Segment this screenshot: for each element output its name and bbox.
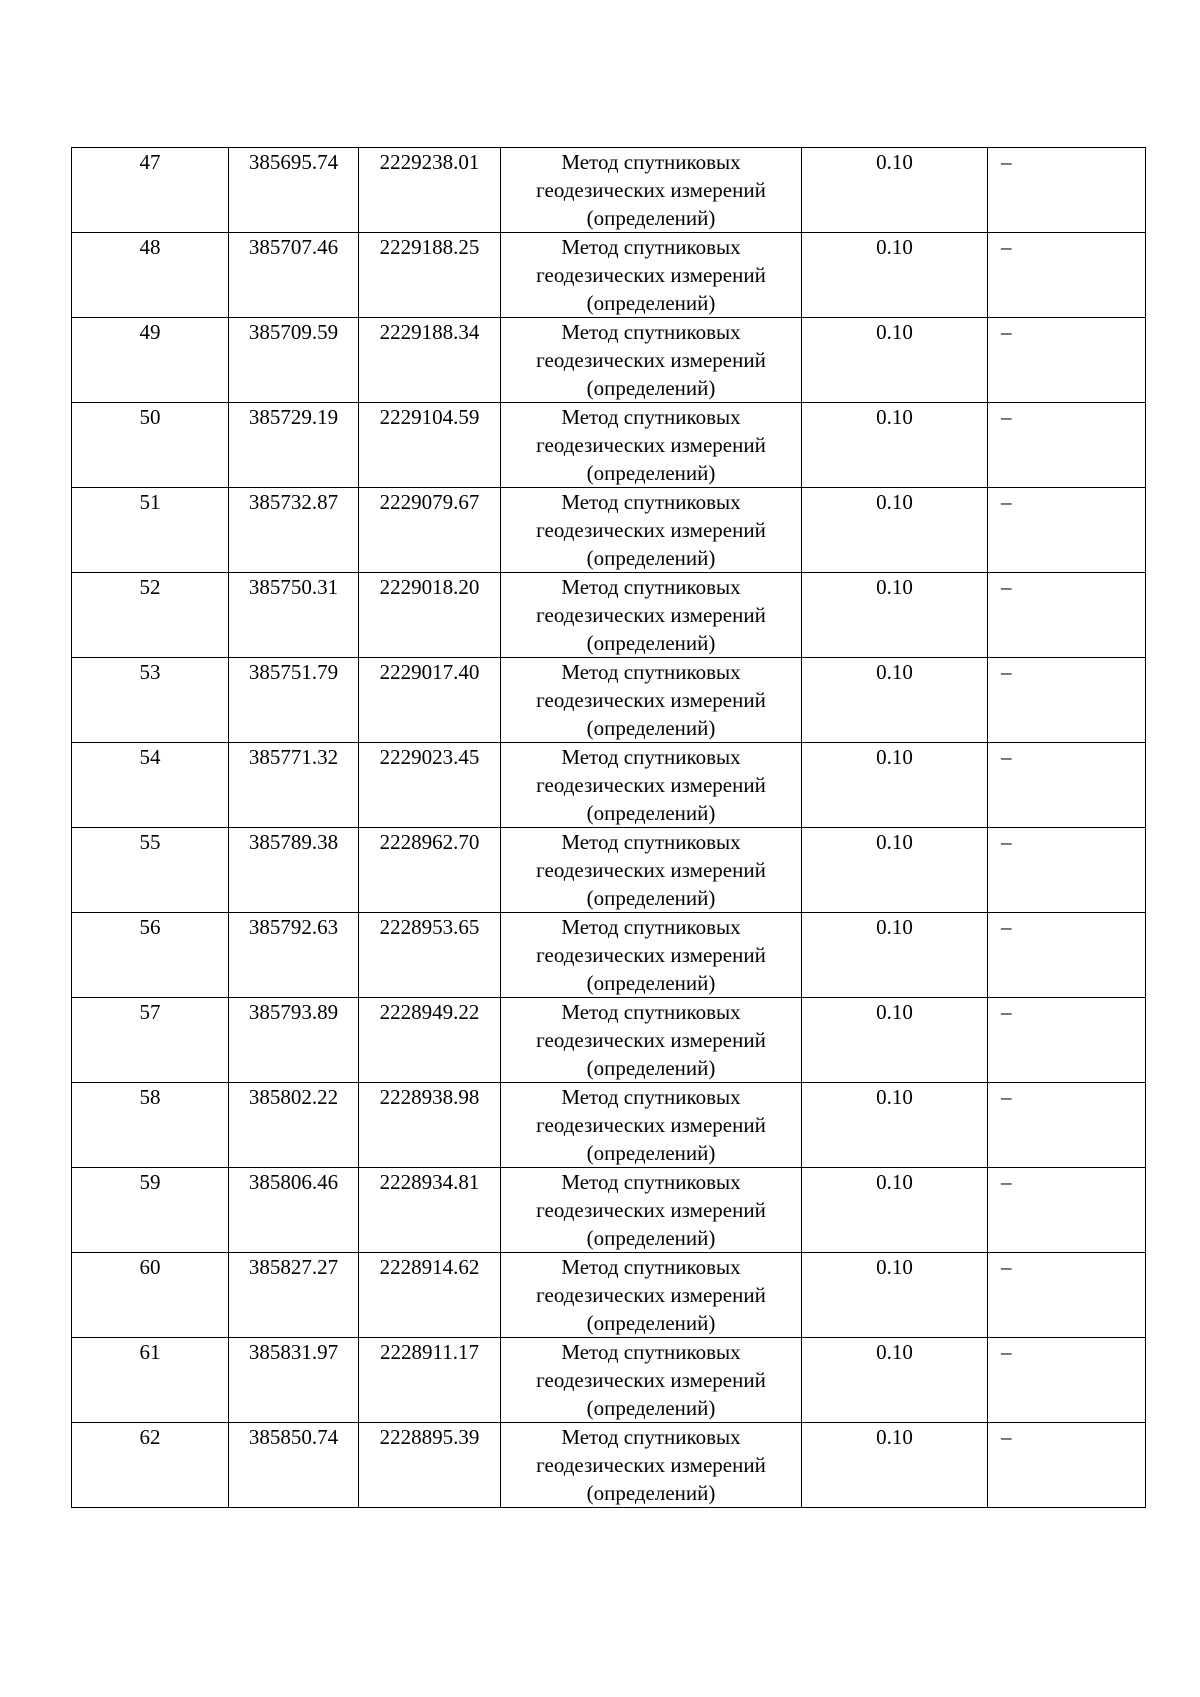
method-line-2: геодезических измерений bbox=[536, 1368, 766, 1392]
x-coordinate-cell bbox=[229, 998, 359, 1083]
y-coordinate-cell bbox=[359, 1253, 501, 1338]
x-coordinate: 385793.89 bbox=[248, 1000, 339, 1024]
y-coordinate-cell bbox=[359, 1083, 501, 1168]
table-row bbox=[72, 913, 1146, 998]
accuracy-cell bbox=[802, 743, 988, 828]
method-line-2: геодезических измерений bbox=[536, 518, 766, 542]
accuracy-cell bbox=[802, 148, 988, 233]
x-coordinate-cell bbox=[229, 403, 359, 488]
table-row bbox=[72, 998, 1146, 1083]
x-coordinate-cell bbox=[229, 148, 359, 233]
accuracy-cell bbox=[802, 1168, 988, 1253]
method-line-1: Метод спутниковых bbox=[561, 1085, 741, 1109]
y-coordinate-cell bbox=[359, 1338, 501, 1423]
table-row bbox=[72, 403, 1146, 488]
method-cell bbox=[501, 658, 802, 743]
table-row bbox=[72, 1083, 1146, 1168]
method-cell bbox=[501, 573, 802, 658]
y-coordinate-cell bbox=[359, 148, 501, 233]
x-coordinate-cell bbox=[229, 573, 359, 658]
x-coordinate: 385729.19 bbox=[248, 405, 339, 429]
note-cell bbox=[988, 573, 1146, 658]
accuracy-value: 0.10 bbox=[876, 1425, 913, 1449]
point-number: 58 bbox=[139, 1085, 161, 1109]
table-row bbox=[72, 488, 1146, 573]
note-cell bbox=[988, 998, 1146, 1083]
accuracy-cell bbox=[802, 488, 988, 573]
method-line-3: (определений) bbox=[586, 291, 716, 315]
point-number-cell bbox=[72, 1423, 229, 1508]
accuracy-cell bbox=[802, 998, 988, 1083]
note-cell bbox=[988, 913, 1146, 998]
point-number-cell bbox=[72, 998, 229, 1083]
x-coordinate-cell bbox=[229, 1083, 359, 1168]
coordinates-table bbox=[71, 147, 1146, 1508]
method-line-2: геодезических измерений bbox=[536, 858, 766, 882]
x-coordinate: 385751.79 bbox=[248, 660, 339, 684]
accuracy-cell bbox=[802, 318, 988, 403]
accuracy-value: 0.10 bbox=[876, 150, 913, 174]
table-row bbox=[72, 1423, 1146, 1508]
x-coordinate-cell bbox=[229, 828, 359, 913]
accuracy-cell bbox=[802, 913, 988, 998]
method-line-2: геодезических измерений bbox=[536, 1453, 766, 1477]
accuracy-cell bbox=[802, 1083, 988, 1168]
note-cell bbox=[988, 233, 1146, 318]
note-value: – bbox=[1001, 1170, 1012, 1194]
point-number-cell bbox=[72, 1338, 229, 1423]
method-cell bbox=[501, 828, 802, 913]
point-number: 62 bbox=[139, 1425, 161, 1449]
method-line-2: геодезических измерений bbox=[536, 1028, 766, 1052]
note-cell bbox=[988, 1168, 1146, 1253]
method-line-3: (определений) bbox=[586, 716, 716, 740]
table-row bbox=[72, 318, 1146, 403]
method-line-1: Метод спутниковых bbox=[561, 1340, 741, 1364]
note-cell bbox=[988, 148, 1146, 233]
y-coordinate-cell bbox=[359, 913, 501, 998]
x-coordinate-cell bbox=[229, 1253, 359, 1338]
table-row bbox=[72, 148, 1146, 233]
method-line-1: Метод спутниковых bbox=[561, 1255, 741, 1279]
accuracy-value: 0.10 bbox=[876, 830, 913, 854]
note-value: – bbox=[1001, 575, 1012, 599]
method-cell bbox=[501, 233, 802, 318]
method-cell bbox=[501, 743, 802, 828]
y-coordinate: 2228953.65 bbox=[379, 915, 480, 939]
accuracy-value: 0.10 bbox=[876, 745, 913, 769]
method-line-1: Метод спутниковых bbox=[561, 575, 741, 599]
note-cell bbox=[988, 1423, 1146, 1508]
note-value: – bbox=[1001, 1085, 1012, 1109]
method-line-2: геодезических измерений bbox=[536, 263, 766, 287]
y-coordinate: 2228914.62 bbox=[379, 1255, 480, 1279]
table-row bbox=[72, 658, 1146, 743]
accuracy-value: 0.10 bbox=[876, 1000, 913, 1024]
method-line-1: Метод спутниковых bbox=[561, 235, 741, 259]
method-line-1: Метод спутниковых bbox=[561, 150, 741, 174]
point-number: 52 bbox=[139, 575, 161, 599]
method-line-1: Метод спутниковых bbox=[561, 830, 741, 854]
method-line-3: (определений) bbox=[586, 546, 716, 570]
accuracy-value: 0.10 bbox=[876, 405, 913, 429]
x-coordinate-cell bbox=[229, 233, 359, 318]
point-number: 57 bbox=[139, 1000, 161, 1024]
y-coordinate: 2228938.98 bbox=[379, 1085, 480, 1109]
point-number-cell bbox=[72, 828, 229, 913]
x-coordinate: 385789.38 bbox=[248, 830, 339, 854]
note-value: – bbox=[1001, 745, 1012, 769]
method-cell bbox=[501, 1338, 802, 1423]
y-coordinate: 2228934.81 bbox=[379, 1170, 480, 1194]
y-coordinate: 2229104.59 bbox=[379, 405, 480, 429]
note-cell bbox=[988, 828, 1146, 913]
method-line-3: (определений) bbox=[586, 971, 716, 995]
method-line-1: Метод спутниковых bbox=[561, 660, 741, 684]
method-cell bbox=[501, 1083, 802, 1168]
method-cell bbox=[501, 1253, 802, 1338]
method-line-3: (определений) bbox=[586, 631, 716, 655]
method-line-2: геодезических измерений bbox=[536, 603, 766, 627]
note-cell bbox=[988, 658, 1146, 743]
x-coordinate: 385732.87 bbox=[248, 490, 339, 514]
accuracy-cell bbox=[802, 403, 988, 488]
note-value: – bbox=[1001, 150, 1012, 174]
y-coordinate: 2228949.22 bbox=[379, 1000, 480, 1024]
method-line-2: геодезических измерений bbox=[536, 1283, 766, 1307]
point-number: 60 bbox=[139, 1255, 161, 1279]
point-number-cell bbox=[72, 318, 229, 403]
method-line-3: (определений) bbox=[586, 1226, 716, 1250]
note-value: – bbox=[1001, 1255, 1012, 1279]
method-line-1: Метод спутниковых bbox=[561, 320, 741, 344]
point-number-cell bbox=[72, 1083, 229, 1168]
table-row bbox=[72, 233, 1146, 318]
method-line-1: Метод спутниковых bbox=[561, 490, 741, 514]
note-value: – bbox=[1001, 1425, 1012, 1449]
x-coordinate-cell bbox=[229, 318, 359, 403]
x-coordinate: 385771.32 bbox=[248, 745, 339, 769]
note-value: – bbox=[1001, 915, 1012, 939]
x-coordinate-cell bbox=[229, 1168, 359, 1253]
x-coordinate: 385850.74 bbox=[248, 1425, 339, 1449]
table-row bbox=[72, 1338, 1146, 1423]
method-cell bbox=[501, 913, 802, 998]
note-cell bbox=[988, 488, 1146, 573]
note-value: – bbox=[1001, 235, 1012, 259]
table-row bbox=[72, 1253, 1146, 1338]
y-coordinate-cell bbox=[359, 488, 501, 573]
accuracy-value: 0.10 bbox=[876, 1255, 913, 1279]
point-number-cell bbox=[72, 658, 229, 743]
y-coordinate: 2229188.34 bbox=[379, 320, 480, 344]
point-number: 59 bbox=[139, 1170, 161, 1194]
method-cell bbox=[501, 318, 802, 403]
method-line-1: Метод спутниковых bbox=[561, 915, 741, 939]
y-coordinate: 2229238.01 bbox=[379, 150, 480, 174]
method-line-1: Метод спутниковых bbox=[561, 405, 741, 429]
point-number: 61 bbox=[139, 1340, 161, 1364]
x-coordinate-cell bbox=[229, 1338, 359, 1423]
method-cell bbox=[501, 998, 802, 1083]
y-coordinate-cell bbox=[359, 233, 501, 318]
y-coordinate-cell bbox=[359, 658, 501, 743]
method-cell bbox=[501, 488, 802, 573]
x-coordinate: 385831.97 bbox=[248, 1340, 339, 1364]
point-number: 51 bbox=[139, 490, 161, 514]
note-value: – bbox=[1001, 1340, 1012, 1364]
point-number-cell bbox=[72, 233, 229, 318]
accuracy-cell bbox=[802, 828, 988, 913]
method-line-3: (определений) bbox=[586, 461, 716, 485]
method-line-1: Метод спутниковых bbox=[561, 1000, 741, 1024]
point-number-cell bbox=[72, 743, 229, 828]
accuracy-cell bbox=[802, 573, 988, 658]
point-number: 56 bbox=[139, 915, 161, 939]
method-cell bbox=[501, 148, 802, 233]
method-line-2: геодезических измерений bbox=[536, 178, 766, 202]
note-value: – bbox=[1001, 405, 1012, 429]
x-coordinate: 385709.59 bbox=[248, 320, 339, 344]
method-line-3: (определений) bbox=[586, 886, 716, 910]
note-value: – bbox=[1001, 320, 1012, 344]
method-cell bbox=[501, 403, 802, 488]
method-line-3: (определений) bbox=[586, 1141, 716, 1165]
accuracy-value: 0.10 bbox=[876, 320, 913, 344]
note-cell bbox=[988, 743, 1146, 828]
y-coordinate-cell bbox=[359, 828, 501, 913]
y-coordinate-cell bbox=[359, 1423, 501, 1508]
note-value: – bbox=[1001, 490, 1012, 514]
x-coordinate: 385806.46 bbox=[248, 1170, 339, 1194]
method-line-3: (определений) bbox=[586, 1396, 716, 1420]
note-value: – bbox=[1001, 830, 1012, 854]
accuracy-cell bbox=[802, 658, 988, 743]
note-cell bbox=[988, 318, 1146, 403]
accuracy-value: 0.10 bbox=[876, 575, 913, 599]
y-coordinate: 2229017.40 bbox=[379, 660, 480, 684]
point-number-cell bbox=[72, 573, 229, 658]
note-cell bbox=[988, 1338, 1146, 1423]
y-coordinate: 2228962.70 bbox=[379, 830, 480, 854]
method-line-2: геодезических измерений bbox=[536, 688, 766, 712]
accuracy-value: 0.10 bbox=[876, 660, 913, 684]
x-coordinate-cell bbox=[229, 743, 359, 828]
method-line-3: (определений) bbox=[586, 376, 716, 400]
method-cell bbox=[501, 1423, 802, 1508]
method-line-1: Метод спутниковых bbox=[561, 1425, 741, 1449]
x-coordinate: 385750.31 bbox=[248, 575, 339, 599]
note-cell bbox=[988, 1253, 1146, 1338]
accuracy-value: 0.10 bbox=[876, 490, 913, 514]
y-coordinate: 2228911.17 bbox=[380, 1340, 479, 1364]
method-line-2: геодезических измерений bbox=[536, 1113, 766, 1137]
accuracy-cell bbox=[802, 1253, 988, 1338]
y-coordinate: 2228895.39 bbox=[379, 1425, 480, 1449]
y-coordinate-cell bbox=[359, 998, 501, 1083]
x-coordinate-cell bbox=[229, 658, 359, 743]
method-line-3: (определений) bbox=[586, 206, 716, 230]
method-line-1: Метод спутниковых bbox=[561, 745, 741, 769]
x-coordinate: 385792.63 bbox=[248, 915, 339, 939]
note-value: – bbox=[1001, 1000, 1012, 1024]
point-number: 47 bbox=[139, 150, 161, 174]
note-cell bbox=[988, 1083, 1146, 1168]
point-number-cell bbox=[72, 488, 229, 573]
y-coordinate-cell bbox=[359, 318, 501, 403]
accuracy-value: 0.10 bbox=[876, 1085, 913, 1109]
point-number-cell bbox=[72, 403, 229, 488]
method-line-2: геодезических измерений bbox=[536, 773, 766, 797]
table-row bbox=[72, 743, 1146, 828]
x-coordinate: 385695.74 bbox=[248, 150, 339, 174]
point-number-cell bbox=[72, 913, 229, 998]
method-line-3: (определений) bbox=[586, 1311, 716, 1335]
y-coordinate: 2229023.45 bbox=[379, 745, 480, 769]
y-coordinate: 2229018.20 bbox=[379, 575, 480, 599]
accuracy-cell bbox=[802, 1338, 988, 1423]
method-line-2: геодезических измерений bbox=[536, 1198, 766, 1222]
x-coordinate-cell bbox=[229, 913, 359, 998]
method-line-3: (определений) bbox=[586, 1481, 716, 1505]
method-line-3: (определений) bbox=[586, 801, 716, 825]
accuracy-cell bbox=[802, 1423, 988, 1508]
accuracy-value: 0.10 bbox=[876, 1170, 913, 1194]
table-row bbox=[72, 1168, 1146, 1253]
accuracy-value: 0.10 bbox=[876, 235, 913, 259]
method-line-3: (определений) bbox=[586, 1056, 716, 1080]
x-coordinate-cell bbox=[229, 488, 359, 573]
accuracy-value: 0.10 bbox=[876, 1340, 913, 1364]
point-number: 49 bbox=[139, 320, 161, 344]
y-coordinate-cell bbox=[359, 573, 501, 658]
point-number: 50 bbox=[139, 405, 161, 429]
point-number-cell bbox=[72, 1168, 229, 1253]
x-coordinate: 385827.27 bbox=[248, 1255, 339, 1279]
point-number: 55 bbox=[139, 830, 161, 854]
y-coordinate: 2229079.67 bbox=[379, 490, 480, 514]
point-number-cell bbox=[72, 1253, 229, 1338]
note-cell bbox=[988, 403, 1146, 488]
method-line-1: Метод спутниковых bbox=[561, 1170, 741, 1194]
accuracy-value: 0.10 bbox=[876, 915, 913, 939]
point-number: 53 bbox=[139, 660, 161, 684]
x-coordinate: 385802.22 bbox=[248, 1085, 339, 1109]
coordinates-table-body bbox=[72, 148, 1146, 1508]
point-number: 48 bbox=[139, 235, 161, 259]
y-coordinate-cell bbox=[359, 1168, 501, 1253]
x-coordinate-cell bbox=[229, 1423, 359, 1508]
y-coordinate-cell bbox=[359, 743, 501, 828]
y-coordinate-cell bbox=[359, 403, 501, 488]
x-coordinate: 385707.46 bbox=[248, 235, 339, 259]
point-number: 54 bbox=[139, 745, 161, 769]
method-line-2: геодезических измерений bbox=[536, 433, 766, 457]
method-line-2: геодезических измерений bbox=[536, 348, 766, 372]
point-number-cell bbox=[72, 148, 229, 233]
note-value: – bbox=[1001, 660, 1012, 684]
method-cell bbox=[501, 1168, 802, 1253]
y-coordinate: 2229188.25 bbox=[379, 235, 480, 259]
accuracy-cell bbox=[802, 233, 988, 318]
table-row bbox=[72, 828, 1146, 913]
method-line-2: геодезических измерений bbox=[536, 943, 766, 967]
table-row bbox=[72, 573, 1146, 658]
